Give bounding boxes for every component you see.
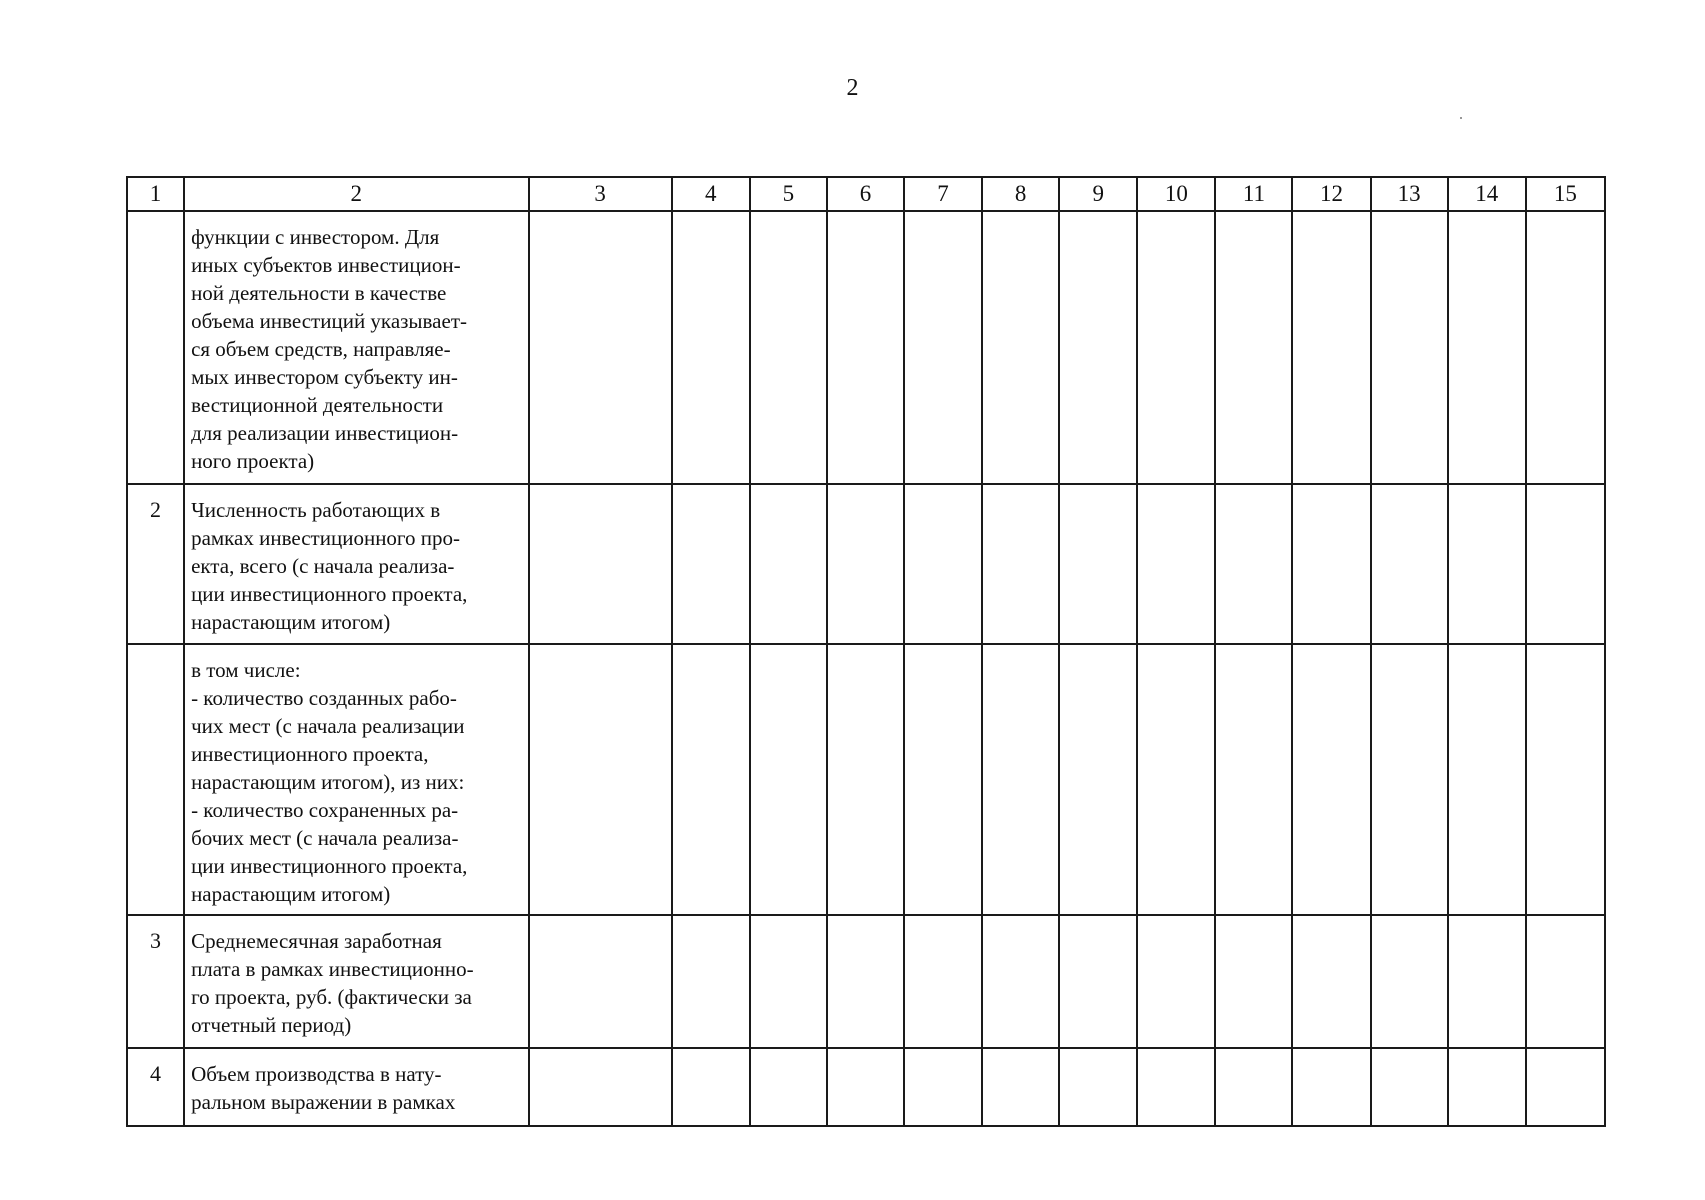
column-header: 13 [1371, 177, 1448, 211]
value-cell [1137, 644, 1215, 915]
column-header: 9 [1059, 177, 1137, 211]
value-cell [1059, 1048, 1137, 1126]
value-cell [672, 644, 750, 915]
value-cell [529, 484, 672, 644]
value-cell [1215, 915, 1292, 1048]
value-cell [1137, 1048, 1215, 1126]
value-cell [1137, 484, 1215, 644]
indicator-text: функции с инвестором. Для иных субъектов инвестицион- ной деятельности в качестве объема инвестиций указывает- ся объем средств, направляе- мых инвестором субъекту ин- вестиционной деятельности для реализации инвестицион- ного проекта) [184, 211, 528, 484]
column-header: 14 [1448, 177, 1526, 211]
value-cell [1526, 211, 1605, 484]
value-cell [750, 484, 827, 644]
value-cell [1448, 644, 1526, 915]
indicator-text: Среднемесячная заработная плата в рамках инвестиционно- го проекта, руб. (фактически за отчетный период) [184, 915, 528, 1048]
value-cell [672, 1048, 750, 1126]
column-header: 11 [1215, 177, 1292, 211]
column-header: 10 [1137, 177, 1215, 211]
value-cell [1526, 1048, 1605, 1126]
value-cell [904, 644, 982, 915]
value-cell [1448, 211, 1526, 484]
value-cell [827, 484, 904, 644]
value-cell [982, 1048, 1059, 1126]
value-cell [1292, 1048, 1370, 1126]
row-number: 3 [127, 915, 184, 1048]
indicator-text: Объем производства в нату- ральном выражении в рамках [184, 1048, 528, 1126]
indicator-text: в том числе: - количество созданных рабо- чих мест (с начала реализации инвестиционного проекта, нарастающим итогом), из них: - количество сохраненных ра- бочих мест (с начала реализа- ции инвестиционного проекта, нарастающим итогом) [184, 644, 528, 915]
value-cell [750, 1048, 827, 1126]
value-cell [672, 915, 750, 1048]
value-cell [1371, 484, 1448, 644]
value-cell [1059, 211, 1137, 484]
value-cell [529, 644, 672, 915]
value-cell [982, 484, 1059, 644]
table-row [127, 1048, 1605, 1126]
value-cell [1215, 211, 1292, 484]
value-cell [1292, 484, 1370, 644]
indicator-text: Численность работающих в рамках инвестиционного про- екта, всего (с начала реализа- ции инвестиционного проекта, нарастающим итогом) [184, 484, 528, 644]
value-cell [1137, 211, 1215, 484]
value-cell [1371, 1048, 1448, 1126]
value-cell [1292, 644, 1370, 915]
value-cell [529, 1048, 672, 1126]
row-number [127, 644, 184, 915]
value-cell [904, 915, 982, 1048]
value-cell [750, 211, 827, 484]
value-cell [827, 211, 904, 484]
value-cell [904, 211, 982, 484]
column-header: 2 [184, 177, 528, 211]
column-header: 12 [1292, 177, 1370, 211]
header-row [127, 177, 1605, 211]
column-header: 5 [750, 177, 827, 211]
value-cell [1215, 1048, 1292, 1126]
value-cell [982, 644, 1059, 915]
value-cell [1526, 484, 1605, 644]
table-row [127, 644, 1605, 915]
scan-artifact-dot [1460, 117, 1462, 119]
value-cell [1137, 915, 1215, 1048]
value-cell [1371, 211, 1448, 484]
row-number: 2 [127, 484, 184, 644]
value-cell [1448, 484, 1526, 644]
value-cell [1059, 915, 1137, 1048]
value-cell [827, 915, 904, 1048]
value-cell [904, 1048, 982, 1126]
value-cell [529, 211, 672, 484]
page-number: 2 [846, 75, 859, 101]
value-cell [904, 484, 982, 644]
value-cell [750, 915, 827, 1048]
column-header: 3 [529, 177, 672, 211]
value-cell [982, 915, 1059, 1048]
value-cell [1215, 484, 1292, 644]
value-cell [827, 1048, 904, 1126]
value-cell [1371, 644, 1448, 915]
table-row [127, 915, 1605, 1048]
value-cell [1059, 484, 1137, 644]
value-cell [750, 644, 827, 915]
value-cell [1292, 211, 1370, 484]
value-cell [1292, 915, 1370, 1048]
column-header: 8 [982, 177, 1059, 211]
column-header: 1 [127, 177, 184, 211]
value-cell [1059, 644, 1137, 915]
column-header: 7 [904, 177, 982, 211]
value-cell [529, 915, 672, 1048]
value-cell [827, 644, 904, 915]
value-cell [982, 211, 1059, 484]
table-row [127, 211, 1605, 484]
column-header: 6 [827, 177, 904, 211]
column-header: 15 [1526, 177, 1605, 211]
row-number: 4 [127, 1048, 184, 1126]
report-table [126, 176, 1606, 1127]
value-cell [1448, 1048, 1526, 1126]
row-number [127, 211, 184, 484]
value-cell [1215, 644, 1292, 915]
value-cell [1371, 915, 1448, 1048]
table-row [127, 484, 1605, 644]
value-cell [1526, 644, 1605, 915]
value-cell [672, 484, 750, 644]
value-cell [672, 211, 750, 484]
value-cell [1526, 915, 1605, 1048]
column-header: 4 [672, 177, 750, 211]
value-cell [1448, 915, 1526, 1048]
